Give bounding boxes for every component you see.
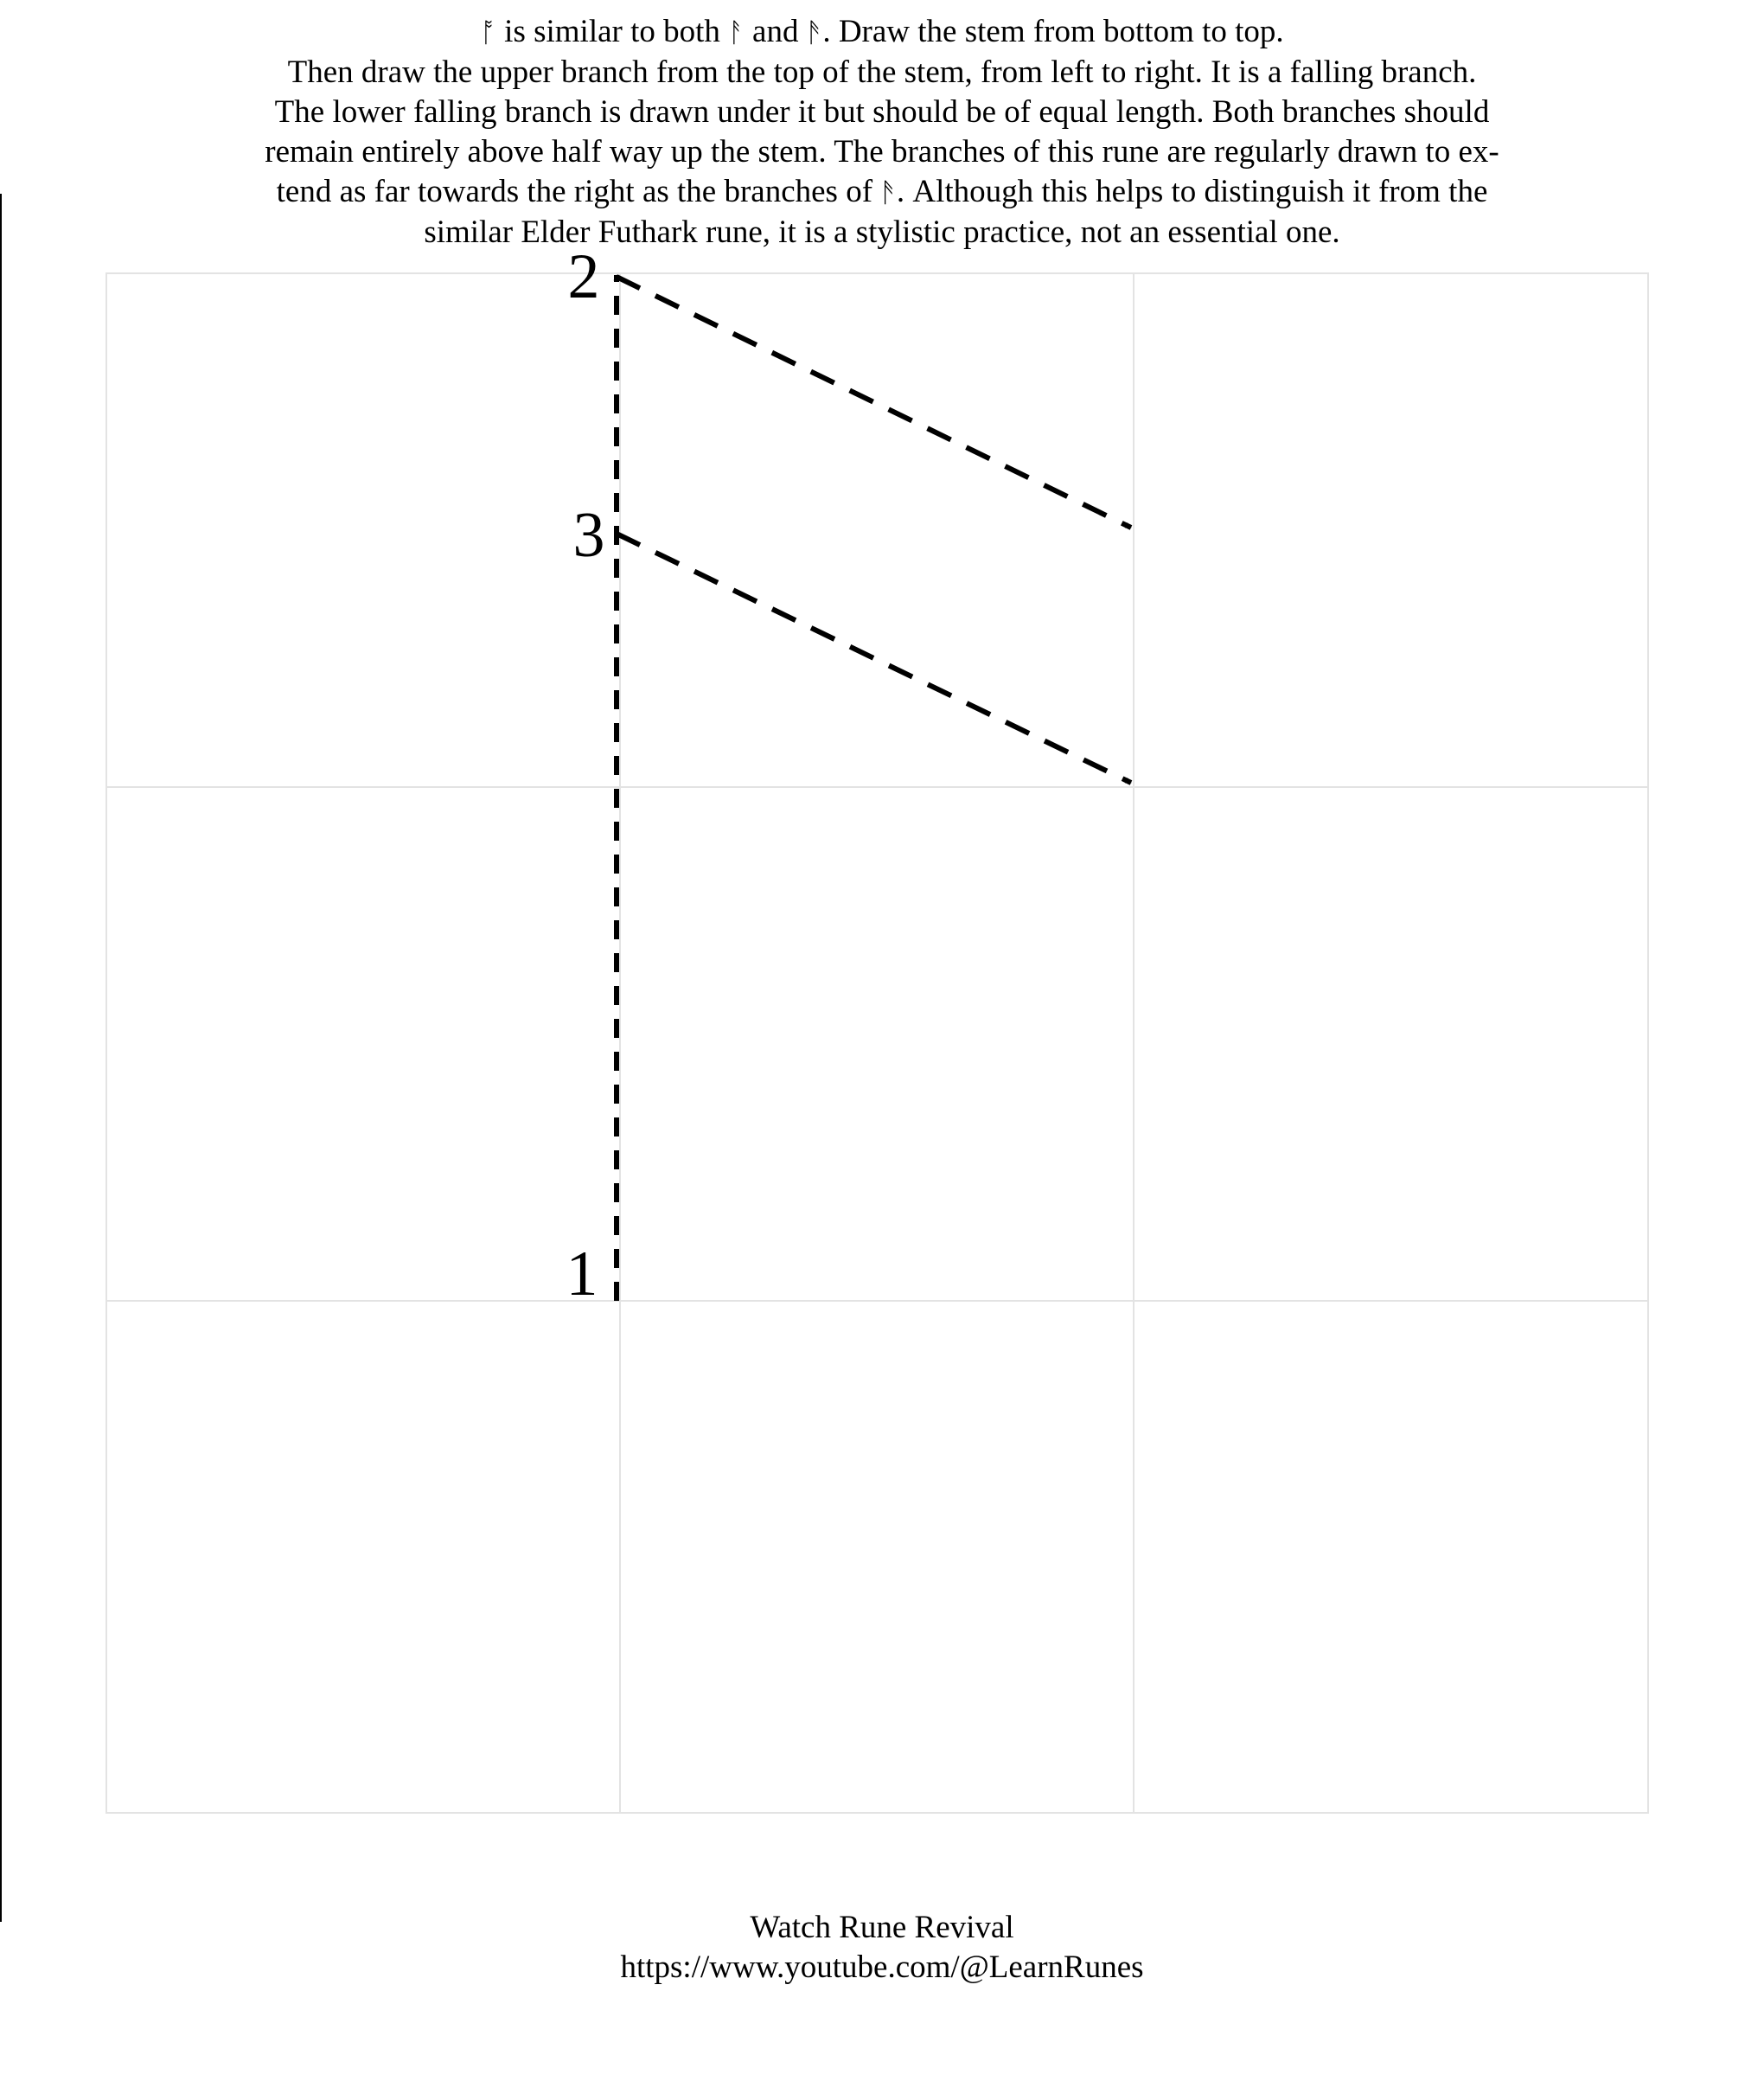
instructions-line-5-part-a: tend as far towards the right as the branches of <box>276 174 881 209</box>
instructions-line-6: similar Elder Futhark rune, it is a stylistic practice, not an essential one. <box>424 214 1340 250</box>
rune-ansuz-glyph: ᚨ <box>728 17 745 48</box>
instructions-line-1-part-c: . Draw the stem from bottom to top. <box>822 14 1284 49</box>
instructions-line-3: The lower falling branch is drawn under it but should be of equal length. Both branches should <box>274 94 1490 130</box>
stroke-2-label: 2 <box>567 241 600 312</box>
instructions-line-1-part-b: and <box>744 14 807 49</box>
practice-grid <box>106 273 1648 1813</box>
footer-youtube-link[interactable]: https://www.youtube.com/@LearnRunes <box>620 1950 1144 1985</box>
stroke-3-lower-branch <box>617 534 1131 783</box>
grid-border <box>106 273 1648 1813</box>
stroke-2-upper-branch <box>617 277 1131 528</box>
rune-os-glyph: ᚩ <box>480 17 496 48</box>
stroke-1-label: 1 <box>566 1239 598 1309</box>
instructions-line-1-part-a: is similar to both <box>495 14 729 49</box>
footer-title: Watch Rune Revival <box>750 1910 1014 1945</box>
instructions-line-5-part-b: . Although this helps to distinguish it from the <box>896 174 1488 209</box>
rune-aesc-compare-glyph: ᚫ <box>880 177 897 208</box>
instructions-line-2: Then draw the upper branch from the top of the stem, from left to right. It is a falling branch. <box>287 54 1477 90</box>
instructions-line-4: remain entirely above half way up the stem. The branches of this rune are regularly drawn to ex- <box>265 134 1499 170</box>
rune-aesc-glyph: ᚫ <box>806 17 823 48</box>
stroke-3-label: 3 <box>572 500 605 571</box>
footer <box>0 1908 1764 1988</box>
